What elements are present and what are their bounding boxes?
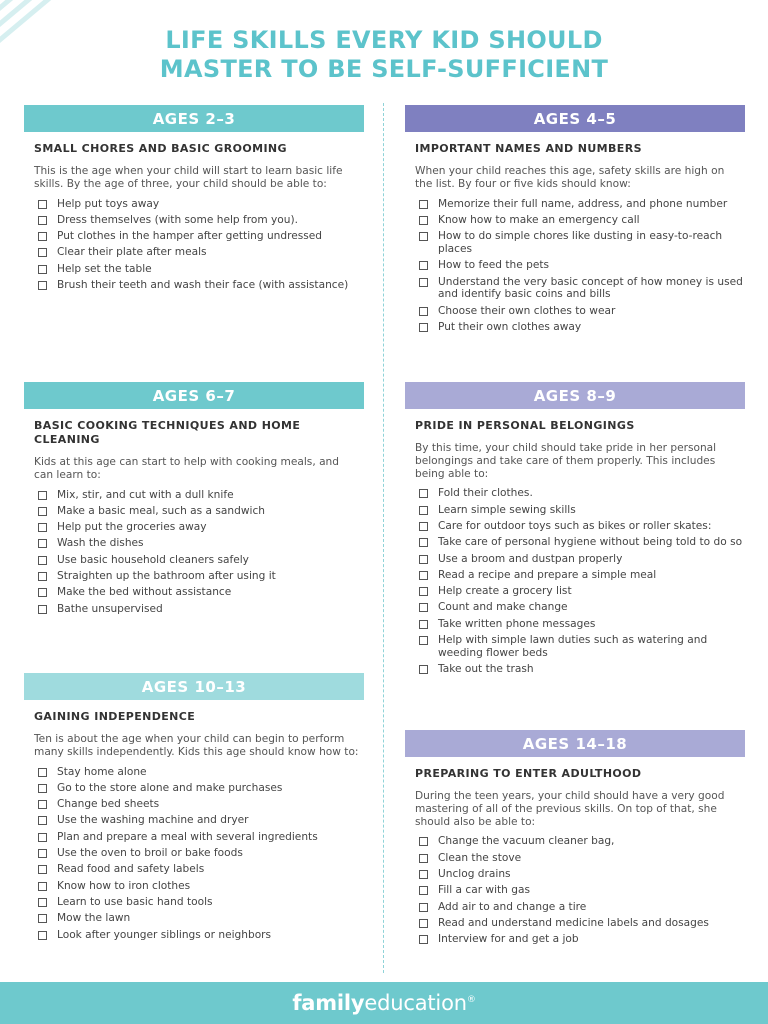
checklist-item [419, 230, 745, 256]
section-ages-8-9 [405, 382, 745, 679]
checklist-item [419, 901, 745, 914]
checklist-item-text: Put their own clothes away [438, 320, 582, 333]
checklist-item [38, 929, 364, 942]
checklist-item-text: Add air to and change a tire [438, 900, 587, 913]
checkbox-icon[interactable] [38, 216, 47, 225]
section-banner: AGES 6–7 [24, 382, 364, 409]
logo-regular-part: education [364, 991, 467, 1015]
checklist-item [419, 520, 745, 533]
checklist-item-text: Take out the trash [438, 663, 534, 676]
checkbox-icon[interactable] [419, 837, 428, 846]
checklist-item-text: Unclog drains [438, 867, 511, 880]
checklist-item-text: Help with simple lawn duties such as watering and weeding flower beds [438, 634, 708, 659]
checklist [405, 487, 745, 676]
checkbox-icon[interactable] [38, 539, 47, 548]
checklist-item-text: Interview for and get a job [438, 933, 579, 946]
checklist-item [419, 276, 745, 302]
checklist-item-text: Know how to make an emergency call [438, 213, 640, 226]
checklist-item [38, 766, 364, 779]
checkbox-icon[interactable] [419, 603, 428, 612]
checklist-item-text: Fill a car with gas [438, 884, 530, 897]
checkbox-icon[interactable] [419, 587, 428, 596]
checkbox-icon[interactable] [419, 571, 428, 580]
checklist-item [419, 868, 745, 881]
checkbox-icon[interactable] [419, 636, 428, 645]
column-divider [383, 103, 384, 973]
checklist-item-text: Take care of personal hygiene without being told to do so [438, 536, 743, 549]
checklist-item [419, 933, 745, 946]
checkbox-icon[interactable] [419, 522, 428, 531]
checklist-item [419, 553, 745, 566]
section-intro: When your child reaches this age, safety skills are high on the list. By four or five kids should know: [415, 165, 725, 190]
logo-bold-part: family [292, 991, 365, 1015]
checkbox-icon[interactable] [38, 491, 47, 500]
checkbox-icon[interactable] [38, 523, 47, 532]
checkbox-icon[interactable] [419, 232, 428, 241]
checklist-item-text: How to feed the pets [438, 259, 550, 272]
checklist-item-text: Mix, stir, and cut with a dull knife [57, 488, 234, 501]
checklist-item [38, 831, 364, 844]
checklist [405, 835, 745, 946]
page-title [0, 26, 768, 84]
checklist-item-text: Read food and safety labels [57, 863, 205, 876]
checklist-item-text: Read and understand medicine labels and dosages [438, 916, 709, 929]
checklist-item [419, 259, 745, 272]
checklist-item [38, 570, 364, 583]
checklist-item [38, 814, 364, 827]
checklist-item-text: Change the vacuum cleaner bag, [438, 835, 615, 848]
section-banner: AGES 4–5 [405, 105, 745, 132]
logo-registered-mark: ® [466, 995, 476, 1005]
checklist-item-text: Bathe unsupervised [57, 602, 163, 615]
checklist-item-text: Make the bed without assistance [57, 586, 232, 599]
checklist-item-text: Change bed sheets [57, 798, 160, 811]
checklist-item-text: Make a basic meal, such as a sandwich [57, 504, 265, 517]
checklist-item-text: How to do simple chores like dusting in easy-to-reach places [438, 230, 723, 255]
checklist-item-text: Go to the store alone and make purchases [57, 781, 283, 794]
page-title-line-1: LIFE SKILLS EVERY KID SHOULD [165, 26, 603, 54]
section-intro: By this time, your child should take pride in her personal belongings and take care of them properly. This includes being able to: [415, 442, 717, 480]
checklist-item-text: Mow the lawn [57, 912, 131, 925]
checkbox-icon[interactable] [419, 200, 428, 209]
checklist-item-text: Learn simple sewing skills [438, 503, 576, 516]
checklist-item [419, 618, 745, 631]
checklist-item [38, 847, 364, 860]
checklist-item-text: Look after younger siblings or neighbors [57, 928, 272, 941]
checkbox-icon[interactable] [419, 903, 428, 912]
footer-bar [0, 982, 768, 1024]
checklist-item-text: Help create a grocery list [438, 585, 572, 598]
checklist-item [38, 246, 364, 259]
section-heading: PRIDE IN PERSONAL BELONGINGS [415, 419, 635, 432]
checklist-item [38, 896, 364, 909]
section-banner: AGES 14–18 [405, 730, 745, 757]
checkbox-icon[interactable] [38, 507, 47, 516]
section-ages-2-3 [24, 105, 364, 295]
checklist-item-text: Clear their plate after meals [57, 246, 207, 259]
section-ages-14-18 [405, 730, 745, 949]
checkbox-icon[interactable] [419, 935, 428, 944]
checklist-item [38, 554, 364, 567]
checkbox-icon[interactable] [419, 555, 428, 564]
checklist-item [38, 279, 364, 292]
checklist-item [419, 504, 745, 517]
checklist-item [38, 489, 364, 502]
section-ages-6-7 [24, 382, 364, 619]
checklist-item-text: Fold their clothes. [438, 487, 533, 500]
checklist-item [38, 798, 364, 811]
checklist-item-text: Clean the stove [438, 851, 522, 864]
checkbox-icon[interactable] [419, 216, 428, 225]
section-banner: AGES 10–13 [24, 673, 364, 700]
checklist-item [419, 601, 745, 614]
checklist [405, 198, 745, 334]
checklist [24, 489, 364, 616]
checklist-item-text: Help set the table [57, 262, 152, 275]
checkbox-icon[interactable] [38, 833, 47, 842]
checklist-item-text: Brush their teeth and wash their face (with assistance) [57, 279, 349, 292]
section-ages-4-5 [405, 105, 745, 337]
checkbox-icon[interactable] [419, 307, 428, 316]
checkbox-icon[interactable] [419, 538, 428, 547]
checkbox-icon[interactable] [38, 588, 47, 597]
checklist-item-text: Learn to use basic hand tools [57, 895, 213, 908]
section-heading: SMALL CHORES AND BASIC GROOMING [34, 142, 287, 155]
checklist-item [419, 536, 745, 549]
familyeducation-logo[interactable] [292, 991, 475, 1015]
checklist-item-text: Read a recipe and prepare a simple meal [438, 568, 657, 581]
section-banner: AGES 2–3 [24, 105, 364, 132]
checklist-item [419, 663, 745, 676]
checkbox-icon[interactable] [38, 784, 47, 793]
checkbox-icon[interactable] [38, 882, 47, 891]
section-intro: During the teen years, your child should have a very good mastering of all of the previous skills. On top of that, she should also be able to: [415, 790, 725, 828]
checkbox-icon[interactable] [419, 323, 428, 332]
checkbox-icon[interactable] [419, 919, 428, 928]
checkbox-icon[interactable] [38, 265, 47, 274]
checkbox-icon[interactable] [419, 261, 428, 270]
checkbox-icon[interactable] [38, 556, 47, 565]
checkbox-icon[interactable] [38, 232, 47, 241]
checklist-item [419, 634, 745, 660]
checklist-item [419, 852, 745, 865]
checklist-item [419, 198, 745, 211]
checklist-item [419, 214, 745, 227]
page-title-line-2: MASTER TO BE SELF-SUFFICIENT [159, 55, 609, 83]
checklist-item [38, 263, 364, 276]
checklist-item-text: Use the washing machine and dryer [57, 814, 249, 827]
checklist-item-text: Understand the very basic concept of how money is used and identify basic coins and bills [438, 275, 743, 301]
checklist-item-text: Know how to iron clothes [57, 879, 191, 892]
checkbox-icon[interactable] [419, 620, 428, 629]
checkbox-icon[interactable] [38, 200, 47, 209]
checklist-item-text: Help put the groceries away [57, 521, 207, 534]
checklist-item [38, 230, 364, 243]
checklist-item-text: Choose their own clothes to wear [438, 304, 616, 317]
checkbox-icon[interactable] [38, 816, 47, 825]
checkbox-icon[interactable] [38, 849, 47, 858]
checklist-item [38, 603, 364, 616]
checkbox-icon[interactable] [419, 886, 428, 895]
section-intro: Ten is about the age when your child can begin to perform many skills independently. Kids this age should know how to: [34, 733, 359, 758]
section-intro: This is the age when your child will start to learn basic life skills. By the age of three, your child should be able to: [34, 165, 343, 190]
checklist-item [419, 487, 745, 500]
section-heading: GAINING INDEPENDENCE [34, 710, 196, 723]
checklist [24, 766, 364, 942]
checklist-item [38, 912, 364, 925]
checklist-item [419, 884, 745, 897]
checklist [24, 198, 364, 292]
checklist-item [419, 305, 745, 318]
section-heading: PREPARING TO ENTER ADULTHOOD [415, 767, 642, 780]
checkbox-icon[interactable] [419, 665, 428, 674]
checklist-item-text: Use a broom and dustpan properly [438, 552, 623, 565]
checkbox-icon[interactable] [38, 605, 47, 614]
checklist-item [419, 321, 745, 334]
checklist-item [38, 505, 364, 518]
checklist-item [38, 198, 364, 211]
checklist-item-text: Dress themselves (with some help from you). [57, 213, 298, 226]
section-ages-10-13 [24, 673, 364, 945]
checkbox-icon[interactable] [38, 931, 47, 940]
checklist-item [419, 585, 745, 598]
checklist-item-text: Put clothes in the hamper after getting undressed [57, 230, 323, 243]
checklist-item-text: Wash the dishes [57, 537, 144, 550]
checklist-item [38, 521, 364, 534]
checkbox-icon[interactable] [419, 278, 428, 287]
checkbox-icon[interactable] [38, 865, 47, 874]
section-banner: AGES 8–9 [405, 382, 745, 409]
checklist-item [419, 835, 745, 848]
checkbox-icon[interactable] [419, 870, 428, 879]
checkbox-icon[interactable] [419, 506, 428, 515]
checklist-item-text: Stay home alone [57, 765, 147, 778]
checklist-item [38, 537, 364, 550]
checklist-item-text: Care for outdoor toys such as bikes or roller skates: [438, 519, 712, 532]
checklist-item [419, 569, 745, 582]
checkbox-icon[interactable] [38, 768, 47, 777]
section-heading: IMPORTANT NAMES AND NUMBERS [415, 142, 642, 155]
checkbox-icon[interactable] [38, 248, 47, 257]
checklist-item [38, 863, 364, 876]
checkbox-icon[interactable] [38, 800, 47, 809]
checklist-item-text: Memorize their full name, address, and phone number [438, 197, 728, 210]
checklist-item [419, 917, 745, 930]
checkbox-icon[interactable] [419, 854, 428, 863]
checkbox-icon[interactable] [419, 489, 428, 498]
section-intro: Kids at this age can start to help with cooking meals, and can learn to: [34, 456, 339, 481]
checklist-item-text: Use the oven to broil or bake foods [57, 847, 243, 860]
checklist-item-text: Count and make change [438, 601, 568, 614]
checklist-item [38, 880, 364, 893]
checklist-item-text: Straighten up the bathroom after using it [57, 570, 276, 583]
section-heading: BASIC COOKING TECHNIQUES AND HOME CLEANING [34, 419, 301, 446]
checklist-item-text: Take written phone messages [438, 617, 596, 630]
checkbox-icon[interactable] [38, 572, 47, 581]
checklist-item [38, 782, 364, 795]
checklist-item-text: Use basic household cleaners safely [57, 553, 249, 566]
checklist-item-text: Help put toys away [57, 197, 160, 210]
checklist-item [38, 214, 364, 227]
checklist-item [38, 586, 364, 599]
checkbox-icon[interactable] [38, 898, 47, 907]
checkbox-icon[interactable] [38, 281, 47, 290]
checkbox-icon[interactable] [38, 914, 47, 923]
checklist-item-text: Plan and prepare a meal with several ingredients [57, 830, 318, 843]
